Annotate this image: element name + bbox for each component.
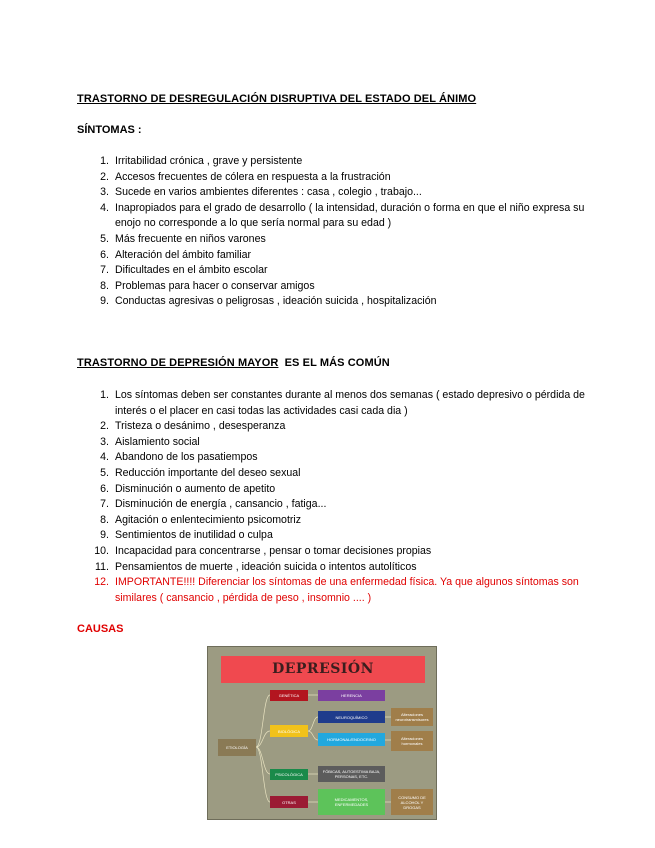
list-item-number: 8. (100, 513, 109, 526)
list-item-text: Alteración del ámbito familiar (115, 248, 252, 261)
section1-title (77, 93, 476, 105)
list-item-number: 6. (100, 248, 109, 261)
psychological-box: PSICOLÓGICA (270, 769, 308, 780)
list-item-text: Tristeza o desánimo , desesperanza (115, 420, 286, 433)
list-item (77, 279, 597, 295)
causas-title: CAUSAS (77, 623, 124, 635)
section2-title (77, 357, 390, 369)
list-item-text: Incapacidad para concentrarse , pensar o tomar decisiones propias (115, 544, 432, 557)
psychological-detail: FÓBICAS, AUTOESTIMA BAJA, PERSONAS, ETC. (318, 766, 385, 782)
list-item-number: 9. (100, 529, 109, 542)
list-item (77, 154, 597, 170)
list-item-number: 6. (100, 482, 109, 495)
list-item-number: 2. (100, 170, 109, 183)
list-item-number: 1. (100, 389, 109, 401)
list-item (77, 185, 597, 201)
list-item-text: Accesos frecuentes de cólera en respuesta a la frustración (115, 170, 391, 183)
list-item-number: 5. (100, 466, 109, 479)
list-item-number: 8. (100, 279, 109, 292)
list-item-text: Disminución o aumento de apetito (115, 482, 276, 495)
list-item (77, 482, 597, 498)
list-item (77, 544, 597, 560)
list-item-number: 1. (100, 155, 109, 167)
list-item (77, 201, 597, 232)
list-item-number: 4. (100, 451, 109, 464)
heredity-box: HERENCIA (318, 690, 385, 701)
biological-box: BIOLÓGICA (270, 725, 308, 737)
depression-diagram (207, 646, 437, 820)
list-item-number: 11. (95, 560, 109, 573)
list-item-number: 10. (94, 544, 109, 557)
list-item (77, 450, 597, 466)
etiology-box: ETIOLOGÍA (218, 739, 256, 756)
list-item (77, 170, 597, 186)
list-item-number: 5. (100, 232, 109, 245)
list-item (77, 294, 597, 310)
section2-list (77, 388, 597, 606)
list-item-text: Los síntomas deben ser constantes durante al menos dos semanas ( estado depresivo o pérdida de interés o el placer en casi todas las actividades casi cada dia ) (115, 389, 585, 417)
list-item-text: Inapropiados para el grado de desarrollo ( la intensidad, duración o forma en que el niño expresa su enojo no corresponde a lo que sería normal para su edad ) (115, 201, 585, 230)
list-item-number: 7. (100, 498, 109, 511)
list-item (77, 419, 597, 435)
list-item-number: 4. (100, 201, 109, 214)
list-item-text: Disminución de energía , cansancio , fatiga... (115, 498, 327, 511)
list-item (77, 575, 597, 606)
diagram-title: DEPRESIÓN (221, 656, 425, 683)
list-item-number: 12. (94, 576, 109, 589)
list-item (77, 263, 597, 279)
hormonal-box: HORMONAL/ENDOCRINO (318, 733, 385, 746)
list-item-text: Más frecuente en niños varones (115, 232, 266, 245)
list-item-text: Abandono de los pasatiempos (115, 451, 258, 464)
list-item-text: Irritabilidad crónica , grave y persistente (115, 155, 303, 167)
list-item-text: Pensamientos de muerte , ideación suicida o intentos autolíticos (115, 560, 417, 573)
list-item-text: Sentimientos de inutilidad o culpa (115, 529, 273, 542)
list-item (77, 232, 597, 248)
list-item (77, 528, 597, 544)
list-item-number: 9. (100, 295, 109, 308)
section2-title-underlined: TRASTORNO DE DEPRESIÓN MAYOR (77, 357, 279, 369)
list-item (77, 513, 597, 529)
list-item-text: IMPORTANTE!!!! Diferenciar los síntomas de una enfermedad física. Ya que algunos síntomas son similares ( cansancio , pérdida de peso , insomnio .... ) (115, 576, 579, 604)
list-item-text: Reducción importante del deseo sexual (115, 466, 301, 479)
list-item-number: 2. (100, 420, 109, 433)
list-item-text: Sucede en varios ambientes diferentes : casa , colegio , trabajo... (115, 186, 422, 199)
list-item-text: Dificultades en el ámbito escolar (115, 264, 268, 277)
list-item-text: Agitación o enlentecimiento psicomotriz (115, 513, 302, 526)
genetic-box: GENÉTICA (270, 690, 308, 701)
list-item-number: 3. (100, 186, 109, 199)
list-item (77, 560, 597, 576)
list-item (77, 388, 597, 419)
list-item-text: Problemas para hacer o conservar amigos (115, 279, 315, 292)
list-item-text: Conductas agresivas o peligrosas , ideación suicida , hospitalización (115, 295, 437, 308)
list-item-number: 3. (100, 435, 109, 448)
neurochemical-note: Alteraciones neurotransmisores (391, 708, 433, 726)
hormonal-note: Alteraciones hormonales (391, 731, 433, 751)
section1-title-text: TRASTORNO DE DESREGULACIÓN DISRUPTIVA DEL ESTADO DEL ÁNIMO (77, 93, 477, 105)
list-item (77, 435, 597, 451)
list-item-number: 7. (100, 264, 109, 277)
section1-subtitle: SÍNTOMAS : (77, 124, 142, 136)
others-box: OTRAS (270, 796, 308, 808)
list-item (77, 466, 597, 482)
others-note: CONSUMO DE ALCOHOL Y DROGAS (391, 789, 433, 815)
neurochemical-box: NEUROQUÍMICO (318, 711, 385, 723)
others-detail: MEDICAMENTOS, ENFERMEDADES (318, 789, 385, 815)
section1-list (77, 154, 597, 310)
list-item-text: Aislamiento social (115, 435, 200, 448)
list-item (77, 248, 597, 264)
section2-title-rest: ES EL MÁS COMÚN (284, 357, 390, 369)
list-item (77, 497, 597, 513)
